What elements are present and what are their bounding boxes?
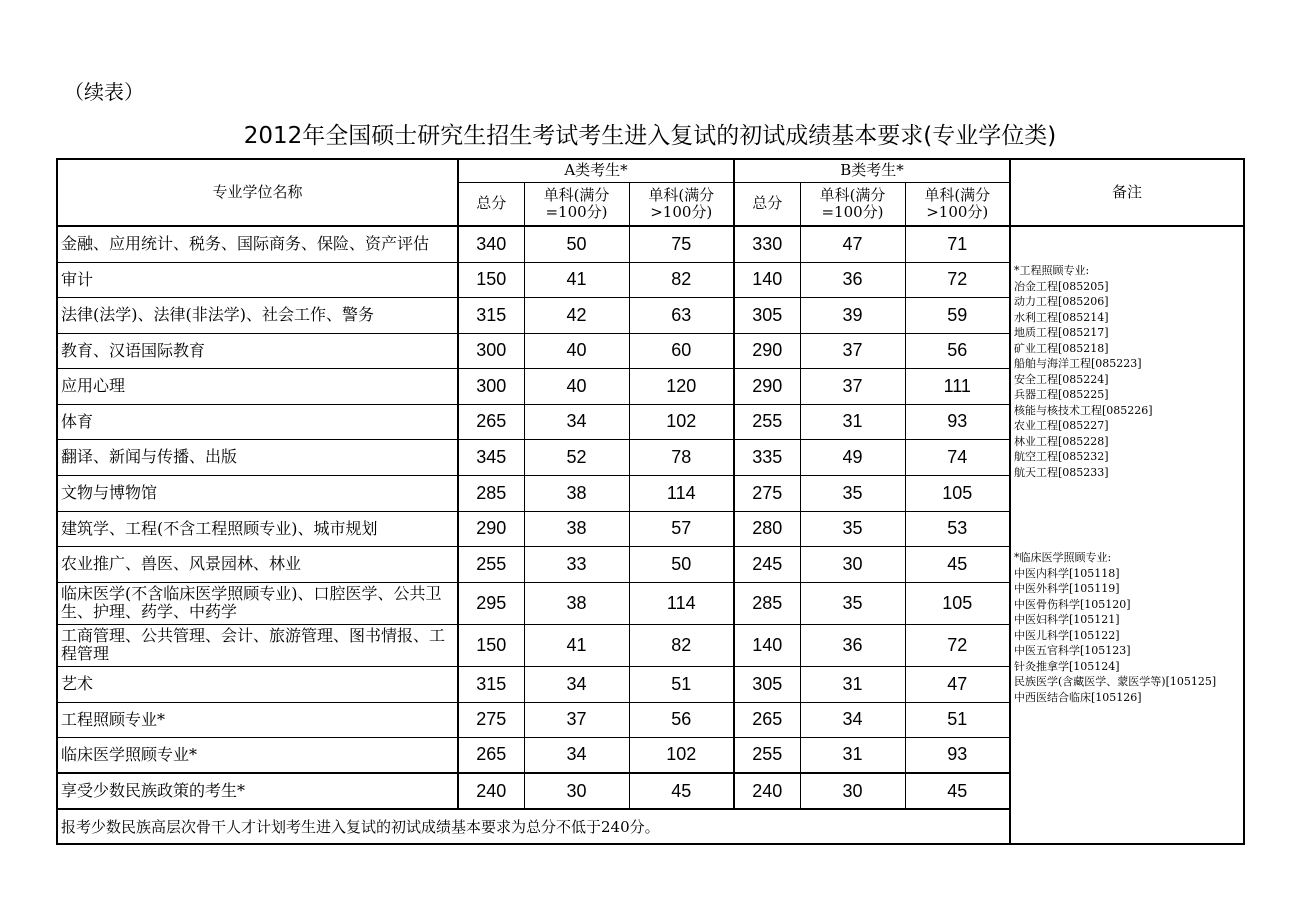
a-single-over100-cell: 82 (629, 624, 734, 666)
b-total-cell: 305 (734, 297, 800, 333)
b-single-100-cell: 34 (800, 702, 905, 737)
b-total-cell: 240 (734, 773, 800, 809)
a-single-100-cell: 41 (524, 262, 629, 297)
program-name-cell: 建筑学、工程(不含工程照顾专业)、城市规划 (57, 511, 458, 546)
b-single-100-cell: 30 (800, 773, 905, 809)
program-name-cell: 金融、应用统计、税务、国际商务、保险、资产评估 (57, 226, 458, 262)
remark-line: 兵器工程[085225] (1014, 388, 1109, 401)
program-name-cell: 翻译、新闻与传播、出版 (57, 439, 458, 475)
a-single-100-cell: 34 (524, 666, 629, 702)
a-single-over100-cell: 56 (629, 702, 734, 737)
remarks-cell (1010, 226, 1244, 844)
remark-line: 中医妇科学[105121] (1014, 613, 1120, 626)
a-single-over100-cell: 60 (629, 333, 734, 368)
header-a-single-over100: 单科(满分>100分) (629, 182, 734, 226)
b-single-100-cell: 35 (800, 511, 905, 546)
program-name-cell: 审计 (57, 262, 458, 297)
a-single-100-cell: 40 (524, 368, 629, 404)
remark-line: 中西医结合临床[105126] (1014, 690, 1142, 704)
b-single-100-cell: 31 (800, 666, 905, 702)
a-total-cell: 300 (458, 368, 524, 404)
b-single-over100-cell: 93 (905, 404, 1010, 439)
a-single-100-cell: 40 (524, 333, 629, 368)
a-single-100-cell: 41 (524, 624, 629, 666)
b-single-over100-cell: 105 (905, 475, 1010, 511)
program-name-cell: 工程照顾专业* (57, 702, 458, 737)
a-single-over100-cell: 50 (629, 546, 734, 582)
a-total-cell: 315 (458, 297, 524, 333)
a-single-over100-cell: 75 (629, 226, 734, 262)
b-total-cell: 335 (734, 439, 800, 475)
a-single-100-cell: 38 (524, 511, 629, 546)
remark-line: 船舶与海洋工程[085223] (1014, 357, 1142, 370)
remark-line: 地质工程[085217] (1014, 326, 1109, 339)
remark-line: 农业工程[085227] (1014, 419, 1109, 432)
a-total-cell: 255 (458, 546, 524, 582)
b-total-cell: 330 (734, 226, 800, 262)
b-single-over100-cell: 111 (905, 368, 1010, 404)
table-row (57, 226, 1244, 262)
b-single-100-cell: 31 (800, 737, 905, 773)
remarks-spacer (1014, 480, 1243, 550)
a-single-over100-cell: 102 (629, 404, 734, 439)
remark-line: 中医儿科学[105122] (1014, 628, 1120, 642)
program-name-cell: 文物与博物馆 (57, 475, 458, 511)
a-single-100-cell: 34 (524, 737, 629, 773)
remark-line: 冶金工程[085205] (1014, 279, 1109, 293)
a-total-cell: 290 (458, 511, 524, 546)
remark-line: 航空工程[085232] (1014, 450, 1109, 463)
b-single-100-cell: 47 (800, 226, 905, 262)
b-total-cell: 140 (734, 262, 800, 297)
b-single-100-cell: 30 (800, 546, 905, 582)
header-group-b: B类考生* (734, 159, 1010, 182)
b-total-cell: 305 (734, 666, 800, 702)
b-single-over100-cell: 59 (905, 297, 1010, 333)
b-single-over100-cell: 51 (905, 702, 1010, 737)
a-single-over100-cell: 102 (629, 737, 734, 773)
a-total-cell: 265 (458, 404, 524, 439)
remark-line: 动力工程[085206] (1014, 295, 1109, 308)
program-name-cell: 应用心理 (57, 368, 458, 404)
score-requirements-table (56, 158, 1245, 845)
a-total-cell: 275 (458, 702, 524, 737)
a-single-over100-cell: 57 (629, 511, 734, 546)
remark-line: 中医骨伤科学[105120] (1014, 597, 1131, 611)
footer-note: 报考少数民族高层次骨干人才计划考生进入复试的初试成绩基本要求为总分不低于240分。 (57, 809, 1010, 844)
b-total-cell: 290 (734, 368, 800, 404)
a-single-over100-cell: 63 (629, 297, 734, 333)
program-name-cell: 体育 (57, 404, 458, 439)
b-total-cell: 245 (734, 546, 800, 582)
a-single-over100-cell: 78 (629, 439, 734, 475)
a-single-100-cell: 52 (524, 439, 629, 475)
b-total-cell: 275 (734, 475, 800, 511)
b-total-cell: 255 (734, 737, 800, 773)
a-single-100-cell: 50 (524, 226, 629, 262)
a-total-cell: 240 (458, 773, 524, 809)
b-total-cell: 140 (734, 624, 800, 666)
a-single-over100-cell: 51 (629, 666, 734, 702)
b-single-over100-cell: 53 (905, 511, 1010, 546)
a-single-100-cell: 38 (524, 582, 629, 624)
remark-line: 航天工程[085233] (1014, 465, 1109, 479)
header-b-total: 总分 (734, 182, 800, 226)
b-single-100-cell: 35 (800, 475, 905, 511)
clinical-remarks (1014, 550, 1243, 705)
a-single-over100-cell: 120 (629, 368, 734, 404)
a-single-over100-cell: 114 (629, 475, 734, 511)
b-total-cell: 265 (734, 702, 800, 737)
program-name-cell: 法律(法学)、法律(非法学)、社会工作、警务 (57, 297, 458, 333)
program-name-cell: 教育、汉语国际教育 (57, 333, 458, 368)
b-single-100-cell: 37 (800, 333, 905, 368)
continued-label: （续表） (64, 80, 144, 104)
remark-line: *工程照顾专业: (1014, 264, 1090, 277)
program-name-cell: 临床医学照顾专业* (57, 737, 458, 773)
program-name-cell: 工商管理、公共管理、会计、旅游管理、图书情报、工程管理 (57, 624, 458, 666)
b-total-cell: 285 (734, 582, 800, 624)
b-single-over100-cell: 72 (905, 262, 1010, 297)
a-single-100-cell: 30 (524, 773, 629, 809)
remark-line: *临床医学照顾专业: (1014, 551, 1112, 564)
page-title: 2012年全国硕士研究生招生考试考生进入复试的初试成绩基本要求(专业学位类) (243, 123, 1057, 149)
program-name-cell: 临床医学(不含临床医学照顾专业)、口腔医学、公共卫生、护理、药学、中药学 (57, 582, 458, 624)
a-single-100-cell: 34 (524, 404, 629, 439)
a-single-over100-cell: 114 (629, 582, 734, 624)
b-single-100-cell: 49 (800, 439, 905, 475)
a-single-100-cell: 38 (524, 475, 629, 511)
a-total-cell: 345 (458, 439, 524, 475)
b-single-100-cell: 36 (800, 262, 905, 297)
a-single-100-cell: 42 (524, 297, 629, 333)
remark-line: 核能与核技术工程[085226] (1014, 403, 1153, 417)
b-single-over100-cell: 56 (905, 333, 1010, 368)
a-single-100-cell: 37 (524, 702, 629, 737)
header-b-single-100: 单科(满分=100分) (800, 182, 905, 226)
b-total-cell: 255 (734, 404, 800, 439)
a-total-cell: 150 (458, 262, 524, 297)
b-single-100-cell: 39 (800, 297, 905, 333)
header-remarks: 备注 (1010, 159, 1244, 226)
remark-line: 中医内科学[105118] (1014, 566, 1120, 580)
a-total-cell: 295 (458, 582, 524, 624)
remark-line: 中医五官科学[105123] (1014, 644, 1131, 657)
b-total-cell: 280 (734, 511, 800, 546)
b-single-over100-cell: 74 (905, 439, 1010, 475)
b-single-over100-cell: 47 (905, 666, 1010, 702)
remark-line: 针灸推拿学[105124] (1014, 659, 1120, 673)
b-single-100-cell: 31 (800, 404, 905, 439)
header-a-total: 总分 (458, 182, 524, 226)
b-single-over100-cell: 45 (905, 773, 1010, 809)
remark-line: 安全工程[085224] (1014, 372, 1109, 386)
remark-line: 林业工程[085228] (1014, 434, 1109, 448)
program-name-cell: 农业推广、兽医、风景园林、林业 (57, 546, 458, 582)
b-single-over100-cell: 72 (905, 624, 1010, 666)
header-a-single-100: 单科(满分=100分) (524, 182, 629, 226)
a-single-100-cell: 33 (524, 546, 629, 582)
a-total-cell: 300 (458, 333, 524, 368)
remark-line: 水利工程[085214] (1014, 310, 1109, 324)
a-single-over100-cell: 82 (629, 262, 734, 297)
a-total-cell: 150 (458, 624, 524, 666)
program-name-cell: 享受少数民族政策的考生* (57, 773, 458, 809)
a-total-cell: 315 (458, 666, 524, 702)
engineering-remarks (1014, 263, 1243, 480)
b-single-over100-cell: 45 (905, 546, 1010, 582)
header-b-single-over100: 单科(满分>100分) (905, 182, 1010, 226)
remark-line: 中医外科学[105119] (1014, 582, 1120, 595)
b-single-over100-cell: 105 (905, 582, 1010, 624)
program-name-cell: 艺术 (57, 666, 458, 702)
remark-line: 矿业工程[085218] (1014, 341, 1109, 355)
b-total-cell: 290 (734, 333, 800, 368)
header-program-name: 专业学位名称 (57, 159, 458, 226)
a-single-over100-cell: 45 (629, 773, 734, 809)
header-group-a: A类考生* (458, 159, 734, 182)
remark-line: 民族医学(含藏医学、蒙医学等)[105125] (1014, 675, 1217, 688)
b-single-over100-cell: 93 (905, 737, 1010, 773)
b-single-100-cell: 36 (800, 624, 905, 666)
b-single-over100-cell: 71 (905, 226, 1010, 262)
b-single-100-cell: 37 (800, 368, 905, 404)
a-total-cell: 340 (458, 226, 524, 262)
a-total-cell: 265 (458, 737, 524, 773)
b-single-100-cell: 35 (800, 582, 905, 624)
a-total-cell: 285 (458, 475, 524, 511)
